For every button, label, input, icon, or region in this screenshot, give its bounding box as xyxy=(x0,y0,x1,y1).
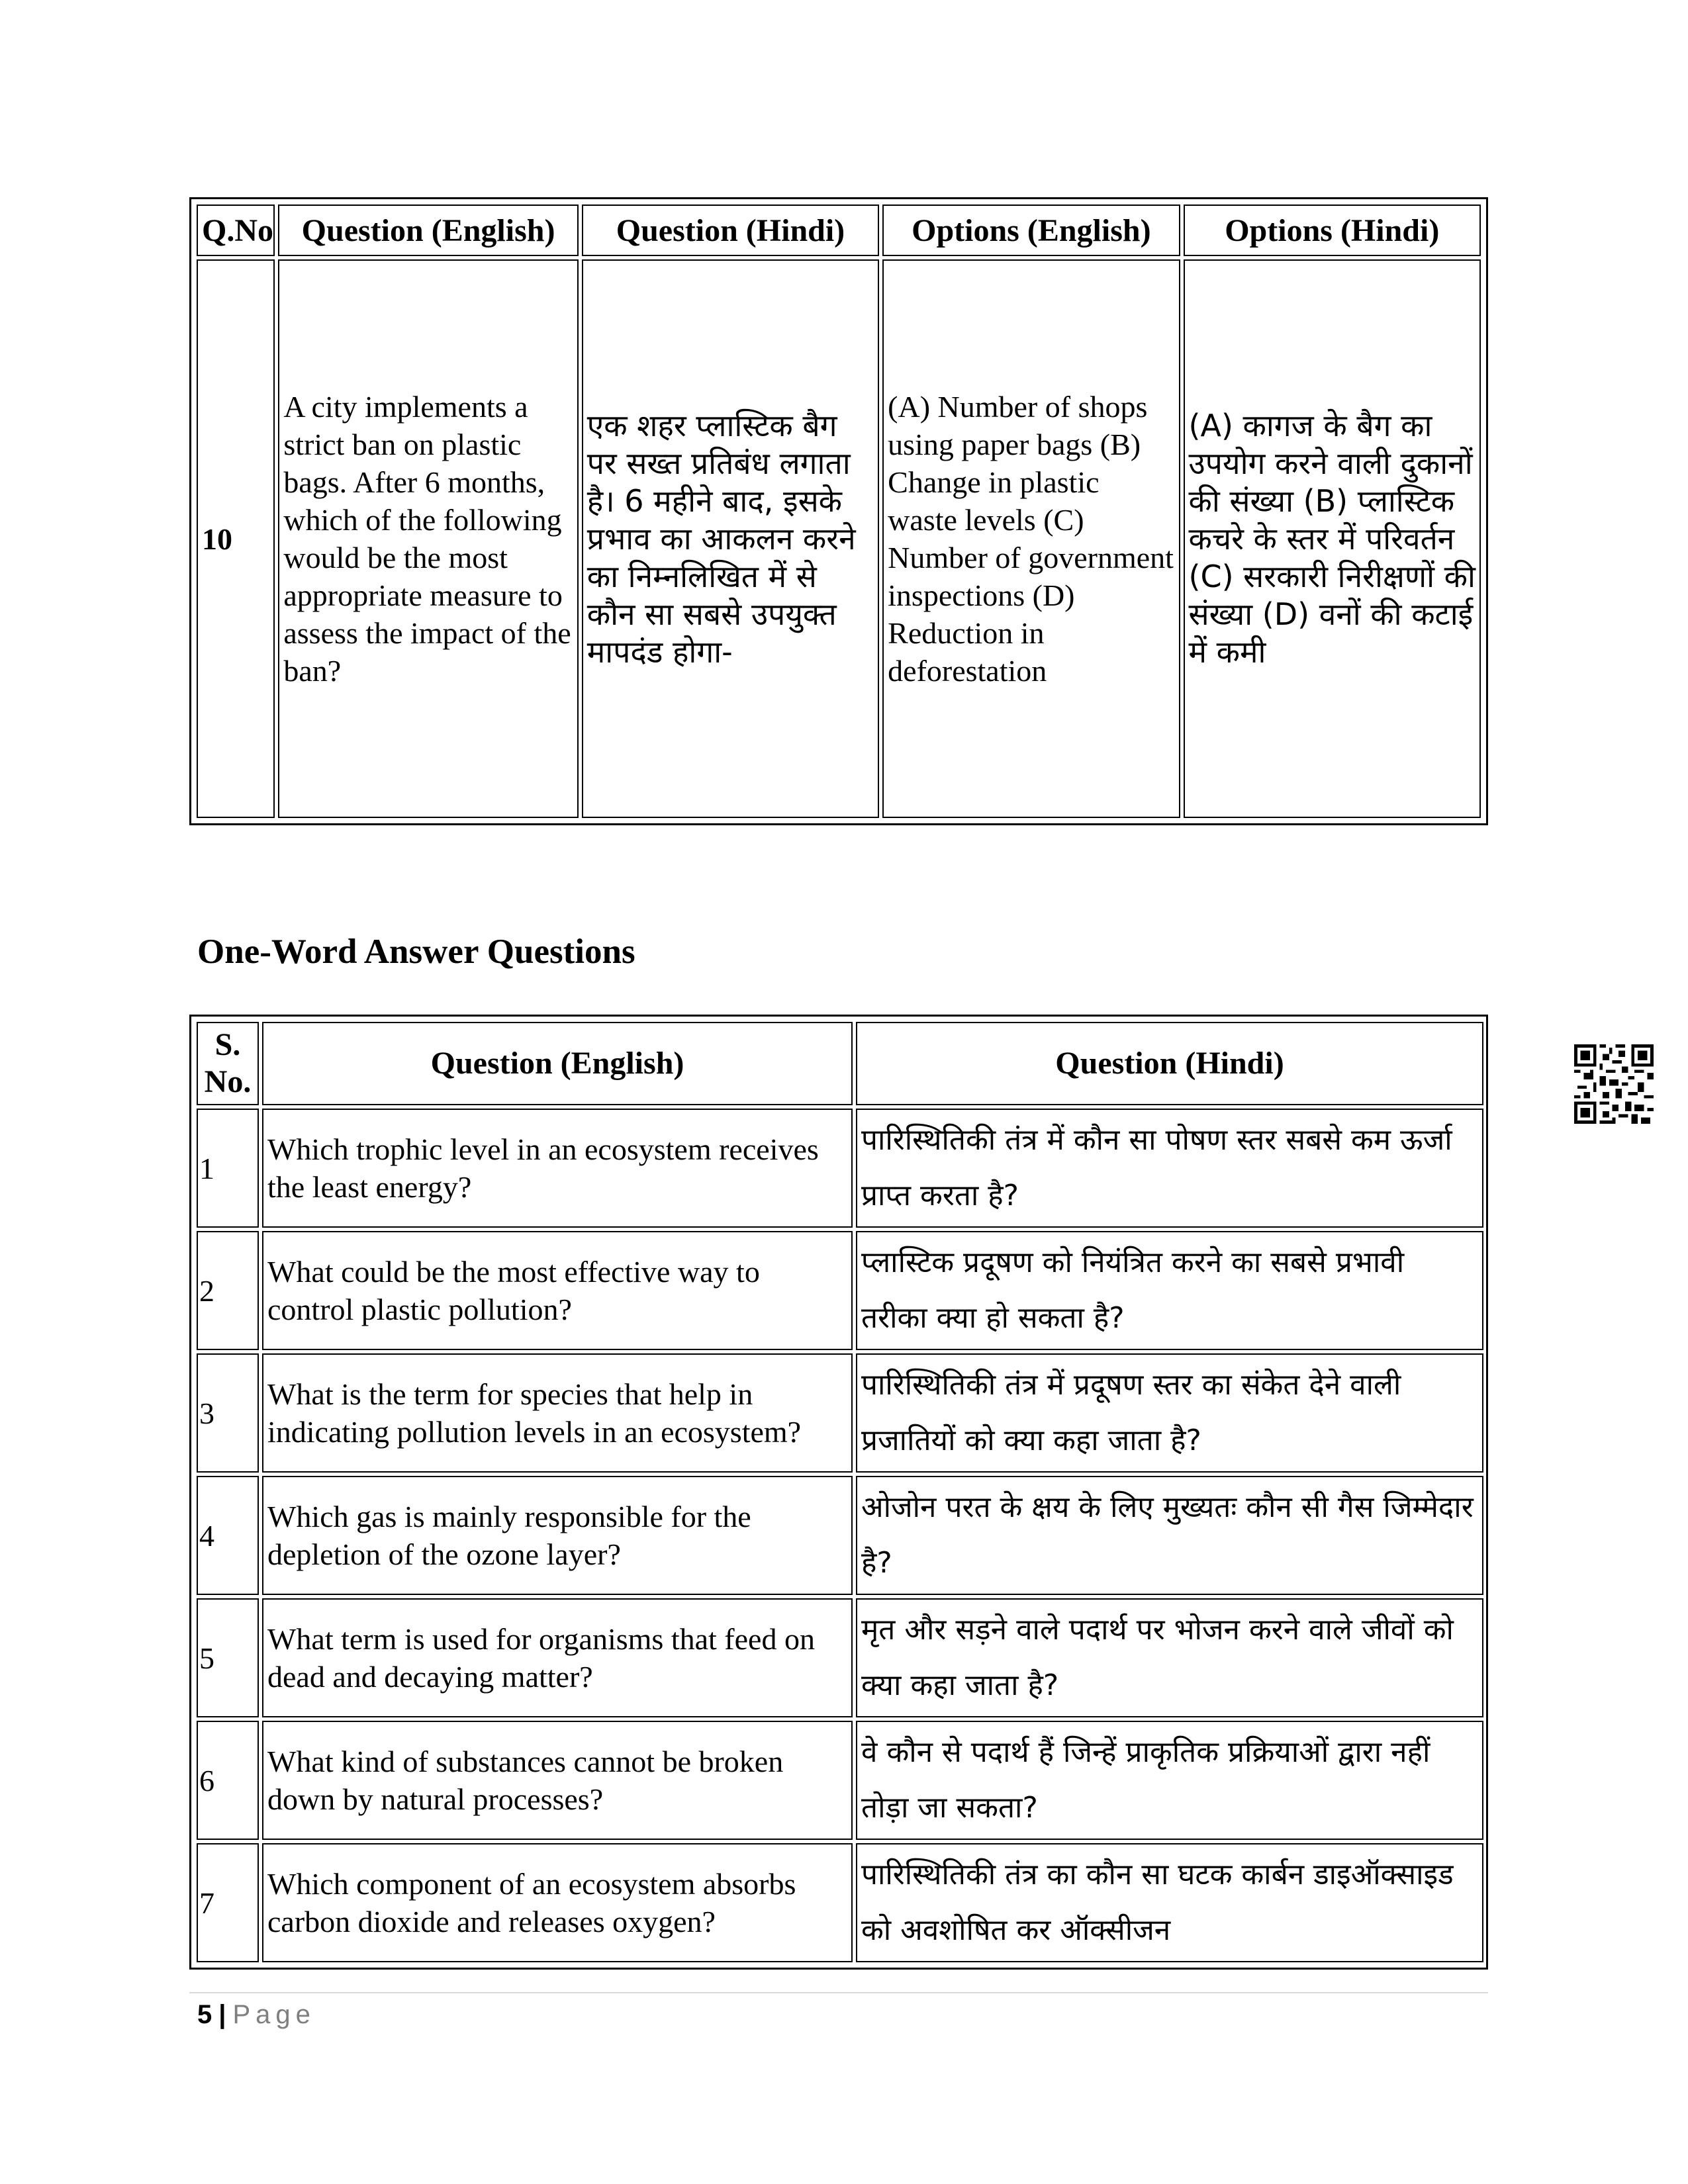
question-english: What term is used for organisms that feed on dead and decaying matter? xyxy=(262,1598,853,1717)
page-footer xyxy=(197,2000,316,2030)
question-english: Which component of an ecosystem absorbs carbon dioxide and releases oxygen? xyxy=(262,1843,853,1962)
table-row xyxy=(197,1843,1483,1962)
question-hindi: मृत और सड़ने वाले पदार्थ पर भोजन करने वाले जीवों को क्या कहा जाता है? xyxy=(856,1598,1483,1717)
table-row xyxy=(197,1476,1483,1595)
page-label: Page xyxy=(232,2000,316,2029)
serial-number: 2 xyxy=(197,1231,259,1350)
question-english: Which gas is mainly responsible for the depletion of the ozone layer? xyxy=(262,1476,853,1595)
question-english: What kind of substances cannot be broken down by natural processes? xyxy=(262,1721,853,1840)
question-hindi: पारिस्थितिकी तंत्र में प्रदूषण स्तर का संकेत देने वाली प्रजातियों को क्या कहा जाता है? xyxy=(856,1353,1483,1473)
header-options-english: Options (English) xyxy=(882,205,1180,256)
table-row xyxy=(197,1231,1483,1350)
mcq-header-row xyxy=(197,205,1481,256)
options-hindi: (A) कागज के बैग का उपयोग करने वाली दुकानों की संख्या (B) प्लास्टिक कचरे के स्तर में परिवर्तन (C) सरकारी निरीक्षणों की संख्या (D) वनों की कटाई में कमी xyxy=(1184,259,1481,818)
serial-number: 5 xyxy=(197,1598,259,1717)
header-question-hindi: Question (Hindi) xyxy=(582,205,879,256)
footer-separator: | xyxy=(218,2000,226,2029)
question-english: What could be the most effective way to control plastic pollution? xyxy=(262,1231,853,1350)
serial-number: 3 xyxy=(197,1353,259,1473)
header-question-english: Question (English) xyxy=(278,205,578,256)
serial-number: 4 xyxy=(197,1476,259,1595)
serial-number: 6 xyxy=(197,1721,259,1840)
question-english: Which trophic level in an ecosystem receives the least energy? xyxy=(262,1109,853,1228)
header-sno: S. No. xyxy=(197,1022,259,1105)
question-hindi: पारिस्थितिकी तंत्र में कौन सा पोषण स्तर सबसे कम ऊर्जा प्राप्त करता है? xyxy=(856,1109,1483,1228)
question-number: 10 xyxy=(197,259,275,818)
question-hindi: प्लास्टिक प्रदूषण को नियंत्रित करने का सबसे प्रभावी तरीका क्या हो सकता है? xyxy=(856,1231,1483,1350)
question-hindi: एक शहर प्लास्टिक बैग पर सख्त प्रतिबंध लगाता है। 6 महीने बाद, इसके प्रभाव का आकलन करने का निम्नलिखित में से कौन सा सबसे उपयुक्त मापदंड होगा- xyxy=(582,259,879,818)
header-question-english: Question (English) xyxy=(262,1022,853,1105)
header-options-hindi: Options (Hindi) xyxy=(1184,205,1481,256)
section-heading: One-Word Answer Questions xyxy=(197,933,635,971)
table-row xyxy=(197,259,1481,818)
question-hindi: ओजोन परत के क्षय के लिए मुख्यतः कौन सी गैस जिम्मेदार है? xyxy=(856,1476,1483,1595)
header-question-hindi: Question (Hindi) xyxy=(856,1022,1483,1105)
question-hindi: पारिस्थितिकी तंत्र का कौन सा घटक कार्बन डाइऑक्साइड को अवशोषित कर ऑक्सीजन xyxy=(856,1843,1483,1962)
table-row xyxy=(197,1598,1483,1717)
header-qno: Q.No xyxy=(197,205,275,256)
one-word-table xyxy=(189,1015,1488,1970)
table-row xyxy=(197,1353,1483,1473)
footer-divider xyxy=(189,1992,1488,1993)
question-english: A city implements a strict ban on plastic bags. After 6 months, which of the following would be the most appropriate measure to assess the impact of the ban? xyxy=(278,259,578,818)
table-row xyxy=(197,1109,1483,1228)
page-number: 5 xyxy=(197,2000,212,2029)
mcq-table xyxy=(189,197,1488,825)
qr-code-icon xyxy=(1574,1044,1654,1124)
serial-number: 1 xyxy=(197,1109,259,1228)
options-english: (A) Number of shops using paper bags (B) Change in plastic waste levels (C) Number of government inspections (D) Reduction in deforestation xyxy=(882,259,1180,818)
oneword-header-row xyxy=(197,1022,1483,1105)
table-row xyxy=(197,1721,1483,1840)
serial-number: 7 xyxy=(197,1843,259,1962)
question-english: What is the term for species that help in indicating pollution levels in an ecosystem? xyxy=(262,1353,853,1473)
question-hindi: वे कौन से पदार्थ हैं जिन्हें प्राकृतिक प्रक्रियाओं द्वारा नहीं तोड़ा जा सकता? xyxy=(856,1721,1483,1840)
